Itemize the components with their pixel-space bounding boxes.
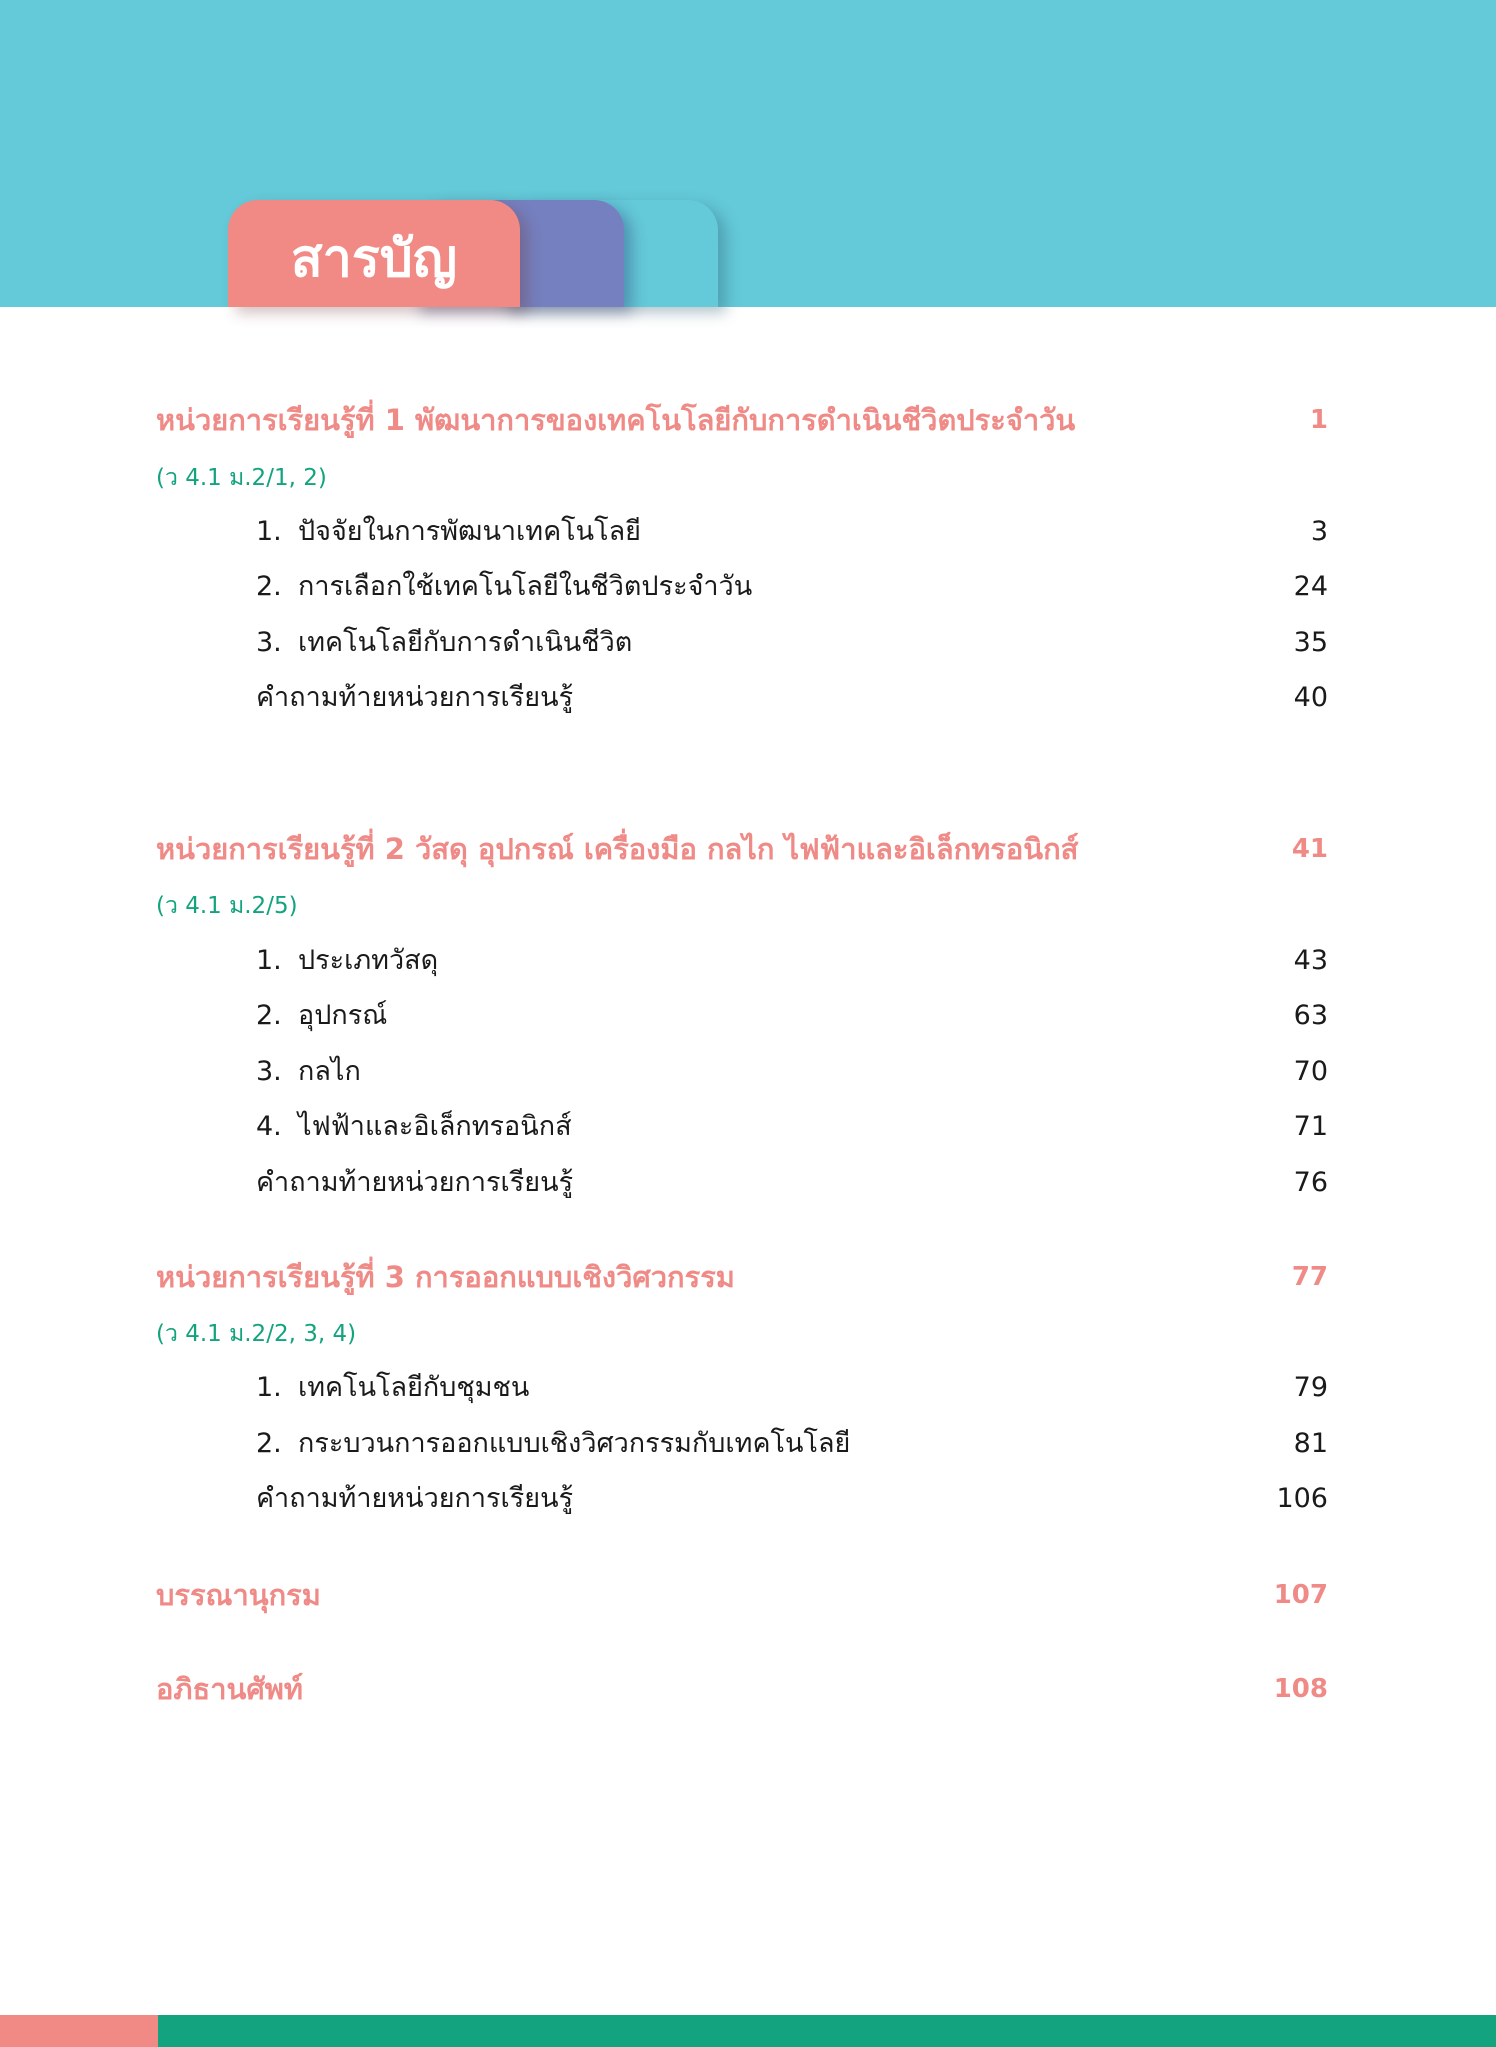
item-number: 2. (256, 571, 282, 602)
footer-bar-green (158, 2015, 1496, 2047)
item-label: กลไก (298, 1056, 361, 1087)
item-label: ประเภทวัสดุ (298, 945, 439, 976)
item-label: เทคโนโลยีกับการดำเนินชีวิต (298, 627, 633, 658)
item-page-number: 81 (1293, 1428, 1328, 1459)
item-label: กระบวนการออกแบบเชิงวิศวกรรมกับเทคโนโลยี (298, 1428, 851, 1459)
item-number: 1. (256, 1372, 282, 1403)
item-label: การเลือกใช้เทคโนโลยีในชีวิตประจำวัน (298, 571, 753, 602)
item-page-number: 35 (1293, 627, 1328, 658)
standard-code: (ว 4.1 ม.2/5) (156, 893, 298, 919)
item-number: 1. (256, 516, 282, 547)
item-label: ไฟฟ้าและอิเล็กทรอนิกส์ (298, 1111, 572, 1142)
item-label: ปัจจัยในการพัฒนาเทคโนโลยี (298, 516, 641, 547)
unit-title[interactable]: หน่วยการเรียนรู้ที่ 2 วัสดุ อุปกรณ์ เครื่องมือ กลไก ไฟฟ้าและอิเล็กทรอนิกส์ (156, 832, 1079, 866)
unit-page-number: 77 (1291, 1262, 1328, 1292)
page-title: สารบัญ (290, 229, 458, 289)
quiz-page-number: 76 (1293, 1167, 1328, 1198)
item-label: อุปกรณ์ (298, 1000, 388, 1031)
quiz-label: คำถามท้ายหน่วยการเรียนรู้ (256, 1483, 574, 1514)
quiz-page-number: 40 (1293, 682, 1328, 713)
glossary-page-number: 108 (1273, 1674, 1328, 1704)
item-page-number: 43 (1293, 945, 1328, 976)
quiz-label: คำถามท้ายหน่วยการเรียนรู้ (256, 682, 574, 713)
item-page-number: 63 (1293, 1000, 1328, 1031)
item-page-number: 70 (1293, 1056, 1328, 1087)
quiz-page-number: 106 (1276, 1483, 1328, 1514)
item-number: 4. (256, 1111, 282, 1142)
item-page-number: 24 (1293, 571, 1328, 602)
quiz-label: คำถามท้ายหน่วยการเรียนรู้ (256, 1167, 574, 1198)
bibliography-page-number: 107 (1273, 1580, 1328, 1610)
item-page-number: 79 (1293, 1372, 1328, 1403)
item-page-number: 71 (1293, 1111, 1328, 1142)
item-number: 3. (256, 1056, 282, 1087)
unit-title[interactable]: หน่วยการเรียนรู้ที่ 1 พัฒนาการของเทคโนโลยีกับการดำเนินชีวิตประจำวัน (156, 403, 1076, 437)
unit-page-number: 41 (1291, 834, 1328, 864)
unit-page-number: 1 (1309, 405, 1328, 435)
item-number: 2. (256, 1428, 282, 1459)
bibliography-label[interactable]: บรรณานุกรม (156, 1578, 321, 1612)
header-band (0, 0, 1496, 307)
item-number: 2. (256, 1000, 282, 1031)
footer-bar-coral (0, 2015, 158, 2047)
item-number: 3. (256, 627, 282, 658)
item-page-number: 3 (1310, 516, 1328, 547)
standard-code: (ว 4.1 ม.2/2, 3, 4) (156, 1321, 357, 1347)
glossary-label[interactable]: อภิธานศัพท์ (156, 1672, 303, 1706)
item-label: เทคโนโลยีกับชุมชน (298, 1372, 530, 1403)
item-number: 1. (256, 945, 282, 976)
standard-code: (ว 4.1 ม.2/1, 2) (156, 465, 327, 491)
unit-title[interactable]: หน่วยการเรียนรู้ที่ 3 การออกแบบเชิงวิศวกรรม (156, 1260, 735, 1294)
